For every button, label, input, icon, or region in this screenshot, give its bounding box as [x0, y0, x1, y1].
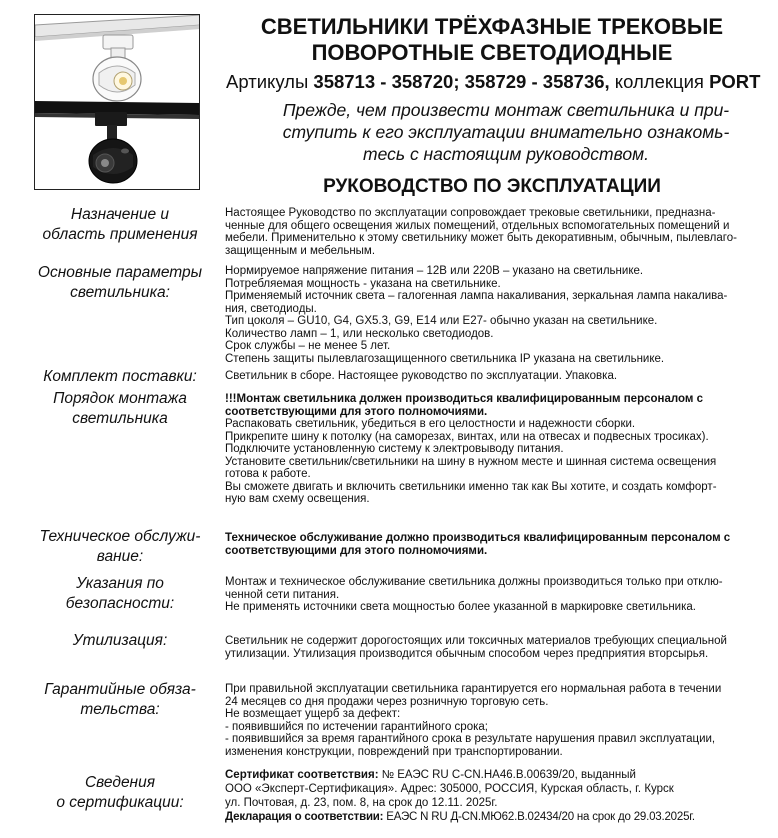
article-numbers: [226, 71, 761, 93]
certification-label: [20, 773, 220, 812]
intro-line: тесь с настоящим руководством.: [363, 144, 649, 164]
kit-text: [225, 370, 760, 383]
text-line: ООО «Эксперт-Сертификация». Адрес: 305000, РОССИЯ, Курская область, г. Курск: [225, 783, 674, 795]
label-line: Сведения: [84, 774, 155, 791]
text-line: Прикрепите шину к потолку (на саморезах, винтах, или на отвесах и подвесных тросиках).: [225, 430, 709, 443]
text-line: ченные для общего освещения жилых помещений, отдельных вспомогательных помещений и: [225, 219, 730, 232]
label-line: Основные параметры: [37, 264, 203, 281]
text-line: утилизации. Утилизация производится обычным способом через предприятия вторсырья.: [225, 647, 709, 660]
text-line: - появившийся по истечении гарантийного срока;: [225, 720, 488, 733]
text-line: готова к работе.: [225, 468, 311, 480]
warranty-text: [225, 683, 760, 758]
title-line-1: СВЕТИЛЬНИКИ ТРЁХФАЗНЫЕ ТРЕКОВЫЕ: [260, 14, 724, 39]
intro-line: Прежде, чем произвести монтаж светильника и при-: [282, 100, 730, 120]
text-line: Светильник в сборе. Настоящее руководство по эксплуатации. Упаковка.: [225, 370, 618, 382]
purpose-text: [225, 207, 760, 257]
text-line: Вы сможете двигать и включить светильники именно так как Вы хотите, и создать комфорт-: [225, 480, 717, 493]
text-line: ул. Почтовая, д. 23, пом. 8, на срок до 12.11. 2025г.: [225, 797, 498, 809]
track-lights-illustration: [35, 15, 200, 190]
text-line: ченной сети питания.: [225, 588, 340, 601]
label-line: о сертификации:: [56, 793, 184, 811]
certificate-label: Сертификат соответствия:: [225, 769, 379, 781]
certification-text: [225, 768, 760, 824]
text-line: !!!Монтаж светильника должен производиться квалифицированным персоналом с: [225, 393, 703, 405]
text-line: Установите светильник/светильники на шину в нужном месте и шинная система освещения: [225, 455, 717, 468]
safety-label: [20, 574, 220, 613]
disposal-text: [225, 635, 760, 660]
label-line: тельства:: [80, 700, 160, 718]
parameters-text: [225, 265, 760, 365]
articles-range: 358713 - 358720; 358729 - 358736,: [313, 71, 610, 92]
text-line: защищенным и мебельным.: [225, 244, 376, 257]
kit-label: Комплект поставки:: [43, 368, 197, 385]
label-line: светильника: [72, 409, 168, 427]
text-line: Не применять источники света мощностью более указанной в маркировке светильника.: [225, 601, 696, 613]
text-line: ную вам схему освещения.: [225, 493, 370, 505]
label-line: вание:: [96, 547, 144, 565]
label-line: светильника:: [70, 283, 170, 301]
text-line: мебели. Применительно к этому светильнику может быть декоративным, обычным, пылевлаго-: [225, 232, 737, 244]
maintenance-label: [20, 527, 220, 566]
text-line: Распаковать светильник, убедиться в его целостности и надежности сборки.: [225, 418, 636, 430]
text-line: При правильной эксплуатации светильника гарантируется его нормальная работа в течении: [225, 683, 722, 695]
text-line: Подключите установленную систему к электровыводу питания.: [225, 443, 564, 455]
title-line-2: ПОВОРОТНЫЕ СВЕТОДИОДНЫЕ: [311, 40, 673, 65]
text-line: Тип цоколя – GU10, G4, GX5.3, G9, E14 или E27- обычно указан на светильнике.: [225, 315, 658, 327]
label-line: безопасности:: [65, 594, 175, 612]
declaration-line: [225, 810, 760, 824]
text-line: ния, светодиоды.: [225, 302, 317, 315]
certificate-number: № ЕАЭС RU С-CN.НА46.В.00639/20, выданный: [378, 769, 636, 781]
text-line: Светильник не содержит дорогостоящих или токсичных материалов требующих специальной: [225, 635, 727, 647]
text-line: Степень защиты пылевлагозащищенного светильника IP указана на светильнике.: [225, 352, 665, 365]
manual-title: РУКОВОДСТВО ПО ЭКСПЛУАТАЦИИ: [323, 176, 661, 197]
text-line: 24 месяцев со дня продажи через розничную торговую сеть.: [225, 695, 549, 708]
text-line: Срок службы – не менее 5 лет.: [225, 340, 391, 352]
text-line: Монтаж и техническое обслуживание светильника должны производиться только при отклю-: [225, 576, 723, 588]
mounting-text: [225, 393, 760, 506]
text-line: Настоящее Руководство по эксплуатации сопровождает трековые светильники, предназна-: [225, 207, 716, 219]
collection-name: PORT: [709, 71, 761, 92]
text-line: Количество ламп – 1, или несколько светодиодов.: [225, 327, 494, 340]
purpose-label: [20, 205, 220, 244]
warranty-label: [20, 680, 220, 719]
text-line: Не возмещает ущерб за дефект:: [225, 708, 401, 720]
label-line: Порядок монтажа: [53, 390, 187, 407]
articles-prefix: Артикулы: [226, 71, 314, 92]
text-line: соответствующими для этого полномочиями.: [225, 544, 488, 557]
certificate-line: [225, 768, 760, 782]
safety-text: [225, 576, 760, 614]
document-title: [226, 14, 758, 66]
maintenance-text: [225, 532, 760, 557]
text-line: Применяемый источник света – галогенная лампа накаливания, зеркальная лампа накалива-: [225, 290, 728, 302]
declaration-number: ЕАЭС N RU Д-CN.МЮ62.В.02434/20 на срок до 29.03.2025г.: [383, 811, 695, 823]
mounting-label: [20, 389, 220, 428]
label-line: Гарантийные обяза-: [44, 681, 196, 698]
text-line: изменения конструкции, повреждений при транспортировании.: [225, 745, 563, 758]
declaration-label: Декларация о соответствии:: [225, 811, 384, 823]
disposal-label: Утилизация:: [72, 632, 168, 649]
collection-label: коллекция: [609, 71, 710, 92]
text-line: - появившийся за время гарантийного срока в результате нарушения правил эксплуатации,: [225, 733, 716, 745]
intro-line: ступить к его эксплуатации внимательно ознакомь-: [282, 122, 730, 142]
label-line: Указания по: [76, 575, 164, 592]
text-line: соответствующими для этого полномочиями.: [225, 405, 488, 418]
intro-notice: [250, 99, 762, 165]
text-line: Нормируемое напряжение питания – 12В или 220В – указано на светильнике.: [225, 265, 644, 277]
parameters-label: [20, 263, 220, 302]
text-line: Техническое обслуживание должно производиться квалифицированным персоналом с: [225, 532, 731, 544]
label-line: область применения: [42, 225, 198, 243]
label-line: Назначение и: [70, 206, 170, 223]
product-photo: [34, 14, 200, 190]
label-line: Техническое обслужи-: [39, 528, 201, 545]
text-line: Потребляемая мощность - указана на светильнике.: [225, 277, 501, 290]
